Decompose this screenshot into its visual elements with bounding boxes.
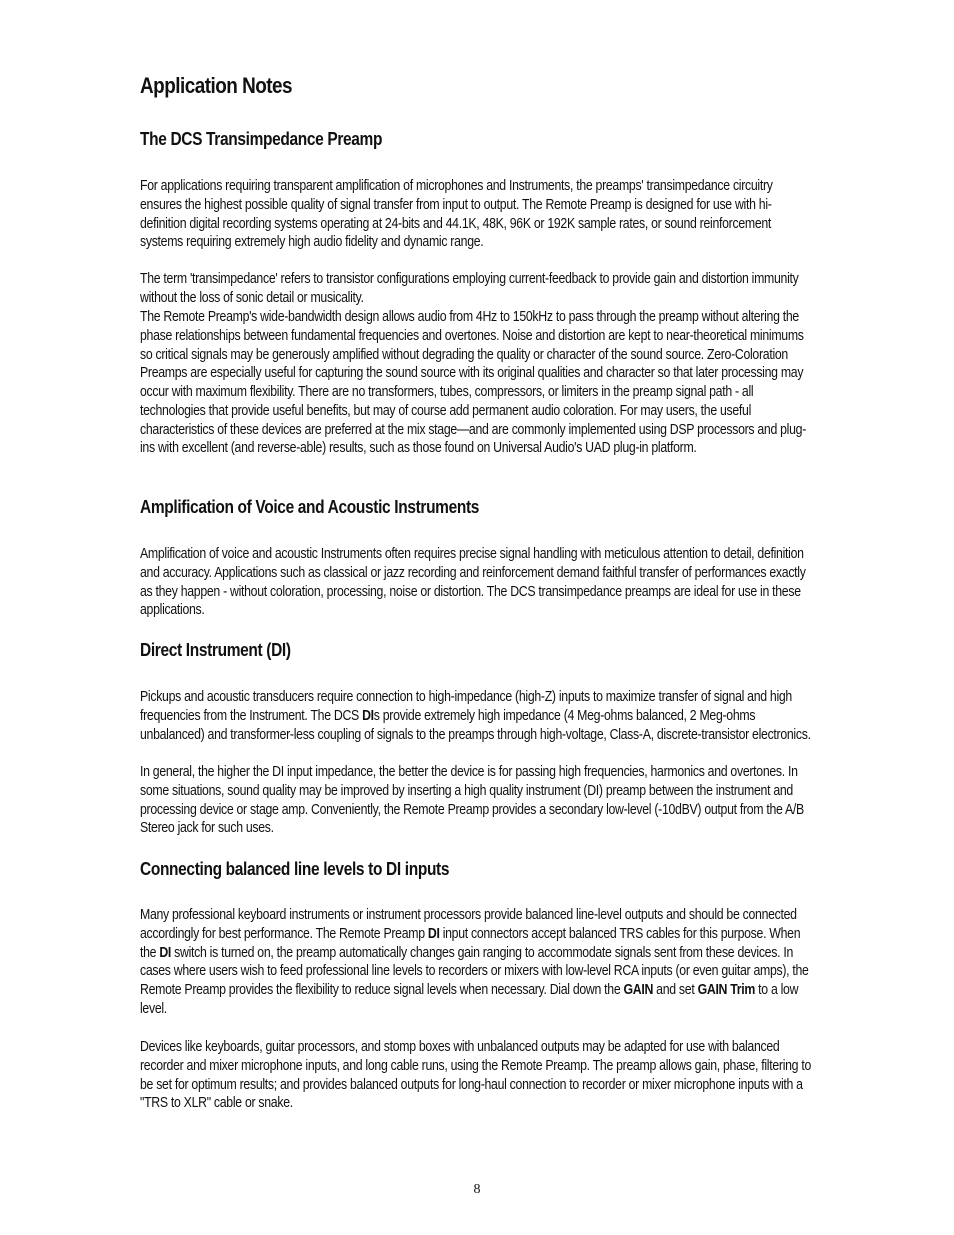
text-run: Pickups and acoustic transducers require connection to high-impedance (high-Z) inputs to maximize transfer of signal and high frequencies from the Instrument. The DCS bbox=[140, 689, 792, 724]
paragraph: The Remote Preamp's wide-bandwidth design allows audio from 4Hz to 150kHz to pass through the preamp without altering the phase relationships between fundamental frequencies and overtones. Noise and distortion are kept to near-theoretical minimums so critical signals may be generously amplified without degrading the quality or character of the sound source. Zero-Coloration Preamps are especially useful for capturing the sound source with its original qualities and character so that later processing may occur with maximum flexibility. There are no transformers, tubes, compressors, or limiters in the preamp signal path - all technologies that provide useful benefits, but may of course add permanent audio coloration. For may users, the useful characteristics of these devices are preferred at the mix stage—and are commonly implemented using DSP processors and plug-ins with excellent (and reverse-able) results, such as those found on Universal Audio's UAD plug-in platform. bbox=[140, 309, 807, 457]
section-heading-balanced-line-levels: Connecting balanced line levels to DI inputs bbox=[140, 859, 450, 879]
section-heading-transimpedance: The DCS Transimpedance Preamp bbox=[140, 129, 383, 149]
paragraph bbox=[140, 688, 815, 744]
section-heading-direct-instrument: Direct Instrument (DI) bbox=[140, 640, 291, 660]
text-run: s provide extremely high impedance (4 Meg-ohms balanced, 2 Meg-ohms unbalanced) and transformer-less coupling of signals to the preamps through high-voltage, Class-A, discrete-transistor electronics. bbox=[140, 707, 811, 743]
bold-term-gain: GAIN bbox=[623, 982, 654, 998]
paragraph bbox=[140, 906, 815, 1019]
text-run: to a low level. bbox=[140, 982, 799, 1017]
text-run: Many professional keyboard instruments or instrument processors provide balanced line-level outputs and should be connected accordingly for best performance. The Remote Preamp bbox=[140, 907, 797, 942]
paragraph: The term 'transimpedance' refers to transistor configurations employing current-feedback to provide gain and distortion immunity without the loss of sonic detail or musicality. bbox=[140, 271, 799, 306]
text-run: switch is turned on, the preamp automatically changes gain ranging to accommodate signals sent from these devices. In cases where users wish to feed professional line levels to recorders or mixers with low-level RCA inputs (or even guitar amps), the Remote Preamp provides the flexibility to reduce signal levels when necessary. Dial down the bbox=[140, 944, 809, 998]
bold-term-gain-trim: GAIN Trim bbox=[697, 982, 756, 998]
paragraph: Amplification of voice and acoustic Instruments often requires precise signal handling with meticulous attention to detail, definition and accuracy. Applications such as classical or jazz recording and reinforcement demand faithful transfer of performances exactly as they happen - without coloration, processing, noise or distortion. The DCS transimpedance preamps are ideal for use in these applications. bbox=[140, 546, 806, 619]
paragraph: Devices like keyboards, guitar processors, and stomp boxes with unbalanced outputs may be adapted for use with balanced recorder and mixer microphone inputs, and long cable runs, using the Remote Preamp. The preamp allows gain, phase, filtering to be set for optimum results; and provides balanced outputs for long-haul connection to recorder or mixer microphone inputs with a "TRS to XLR" cable or snake. bbox=[140, 1039, 812, 1112]
text-run: input connectors accept balanced TRS cables for this purpose. When the bbox=[140, 925, 801, 961]
text-run: and set bbox=[653, 982, 698, 998]
section-heading-voice-acoustic: Amplification of Voice and Acoustic Instruments bbox=[140, 497, 480, 517]
paragraph: For applications requiring transparent amplification of microphones and Instruments, the preamps' transimpedance circuitry ensures the highest possible quality of signal transfer from input to output. The Remote Preamp is designed for use with hi-definition digital recording systems operating at 24-bits and 44.1K, 48K, 96K or 192K sample rates, or sound reinforcement systems requiring extremely high audio fidelity and dynamic range. bbox=[140, 178, 773, 251]
page-number: 8 bbox=[473, 1182, 481, 1197]
bold-term-di: DI bbox=[427, 925, 440, 942]
paragraph: In general, the higher the DI input impedance, the better the device is for passing high frequencies, harmonics and overtones. In some situations, sound quality may be improved by inserting a high quality instrument (DI) preamp between the instrument and processing device or stage amp. Conveniently, the Remote Preamp provides a secondary low-level (-10dBV) output from the A/B Stereo jack for such uses. bbox=[140, 764, 804, 837]
bold-term-di: DI bbox=[362, 707, 374, 724]
bold-term-di: DI bbox=[159, 944, 172, 961]
page-title: Application Notes bbox=[140, 73, 293, 98]
